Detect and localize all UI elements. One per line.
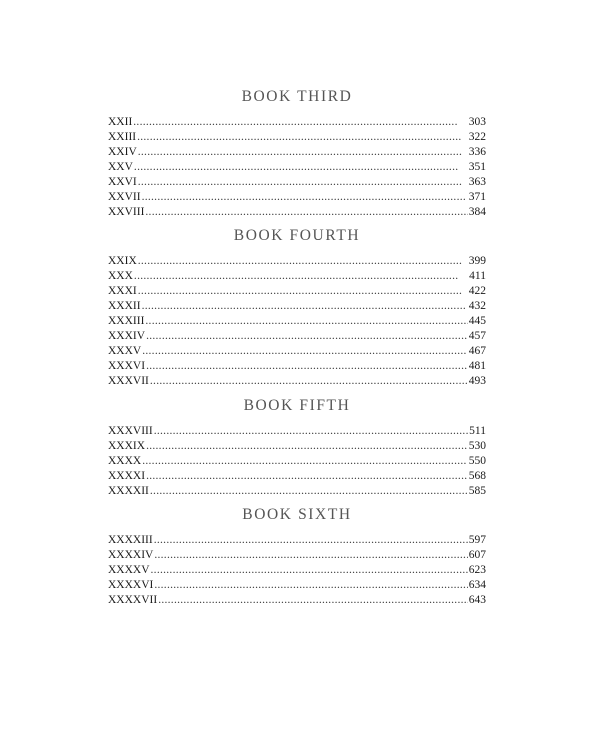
chapter-number: XXXXV (108, 564, 150, 576)
page-number: 643 (468, 594, 486, 606)
page-number: 467 (468, 345, 486, 357)
page-number: 550 (468, 455, 486, 467)
page-number: 481 (468, 360, 486, 372)
page-number: 623 (468, 564, 486, 576)
toc-entry[interactable] (108, 578, 486, 593)
chapter-number: XXXXIV (108, 549, 154, 561)
book-sixth-section (108, 505, 486, 608)
dot-leader (142, 344, 468, 359)
dot-leader (145, 314, 467, 329)
chapter-number: XXXV (108, 345, 142, 357)
toc-entry[interactable] (108, 439, 486, 454)
page-number: 371 (468, 191, 486, 203)
dot-leader (158, 593, 468, 608)
toc-entry[interactable] (108, 344, 486, 359)
dot-leader (142, 190, 468, 205)
toc-entry[interactable] (108, 469, 486, 484)
chapter-list (108, 424, 486, 499)
book-fifth-section (108, 396, 486, 499)
page-number: 432 (468, 300, 486, 312)
dot-leader (138, 284, 468, 299)
toc-entry[interactable] (108, 190, 486, 205)
book-heading: BOOK FOURTH (233, 227, 361, 244)
chapter-number: XXXVIII (108, 425, 153, 437)
page-number: 568 (468, 470, 486, 482)
dot-leader (146, 359, 468, 374)
chapter-number: XXVI (108, 176, 137, 188)
chapter-number: XXXVII (108, 375, 149, 387)
toc-entry[interactable] (108, 269, 486, 284)
toc-entry[interactable] (108, 329, 486, 344)
page-number: 384 (468, 206, 486, 218)
dot-leader (154, 424, 468, 439)
chapter-number: XXXX (108, 455, 142, 467)
toc-entry[interactable] (108, 314, 486, 329)
page-number: 322 (468, 131, 486, 143)
chapter-number: XXVII (108, 191, 141, 203)
page-number: 399 (468, 255, 486, 267)
dot-leader (146, 469, 468, 484)
chapter-number: XXXIX (108, 440, 146, 452)
chapter-list (108, 533, 486, 608)
chapter-number: XXX (108, 270, 133, 282)
chapter-number: XXXI (108, 285, 137, 297)
page-number: 351 (468, 161, 486, 173)
dot-leader (134, 160, 468, 175)
dot-leader (138, 175, 468, 190)
toc-entry[interactable] (108, 454, 486, 469)
toc-entry[interactable] (108, 359, 486, 374)
toc-entry[interactable] (108, 424, 486, 439)
toc-entry[interactable] (108, 130, 486, 145)
toc-entry[interactable] (108, 254, 486, 269)
page-number: 597 (468, 534, 486, 546)
dot-leader (145, 205, 467, 220)
chapter-list (108, 115, 486, 220)
chapter-number: XXIX (108, 255, 137, 267)
page-number: 457 (468, 330, 486, 342)
chapter-number: XXXII (108, 300, 141, 312)
toc-entry[interactable] (108, 175, 486, 190)
chapter-number: XXII (108, 116, 133, 128)
page-number: 363 (468, 176, 486, 188)
dot-leader (146, 439, 468, 454)
page-number: 493 (468, 375, 486, 387)
book-fourth-section (108, 226, 486, 389)
book-third-section (108, 87, 486, 220)
book-heading: BOOK FIFTH (243, 397, 351, 414)
toc-entry[interactable] (108, 548, 486, 563)
chapter-number: XXXIII (108, 315, 145, 327)
dot-leader (146, 329, 468, 344)
book-heading: BOOK SIXTH (242, 506, 352, 523)
dot-leader (150, 484, 468, 499)
dot-leader (133, 115, 467, 130)
toc-entry[interactable] (108, 484, 486, 499)
book-heading: BOOK THIRD (241, 88, 353, 105)
chapter-number: XXVIII (108, 206, 145, 218)
page-number: 445 (468, 315, 486, 327)
toc-entry[interactable] (108, 145, 486, 160)
dot-leader (154, 578, 467, 593)
toc-entry[interactable] (108, 374, 486, 389)
chapter-number: XXXXVI (108, 579, 154, 591)
page-number: 634 (468, 579, 486, 591)
page-number: 511 (469, 425, 486, 437)
chapter-number: XXXXVII (108, 594, 158, 606)
toc-entry[interactable] (108, 533, 486, 548)
chapter-number: XXXXII (108, 485, 149, 497)
chapter-number: XXV (108, 161, 133, 173)
chapter-number: XXXIV (108, 330, 146, 342)
dot-leader (138, 254, 468, 269)
page-number: 303 (468, 116, 486, 128)
chapter-number: XXXXIII (108, 534, 153, 546)
toc-entry[interactable] (108, 115, 486, 130)
chapter-number: XXIV (108, 146, 137, 158)
page-number: 411 (469, 270, 486, 282)
page-number: 336 (468, 146, 486, 158)
dot-leader (154, 548, 467, 563)
toc-entry[interactable] (108, 284, 486, 299)
chapter-number: XXIII (108, 131, 137, 143)
dot-leader (142, 299, 468, 314)
page-number: 585 (468, 485, 486, 497)
page-number: 422 (468, 285, 486, 297)
dot-leader (150, 374, 468, 389)
toc-entry[interactable] (108, 593, 486, 608)
chapter-number: XXXXI (108, 470, 146, 482)
dot-leader (137, 130, 468, 145)
dot-leader (151, 563, 468, 578)
toc-entry[interactable] (108, 563, 486, 578)
toc-entry[interactable] (108, 205, 486, 220)
page-number: 607 (468, 549, 486, 561)
dot-leader (154, 533, 468, 548)
dot-leader (142, 454, 468, 469)
toc-entry[interactable] (108, 160, 486, 175)
page-number: 530 (468, 440, 486, 452)
dot-leader (134, 269, 468, 284)
chapter-number: XXXVI (108, 360, 146, 372)
dot-leader (138, 145, 468, 160)
toc-entry[interactable] (108, 299, 486, 314)
chapter-list (108, 254, 486, 389)
